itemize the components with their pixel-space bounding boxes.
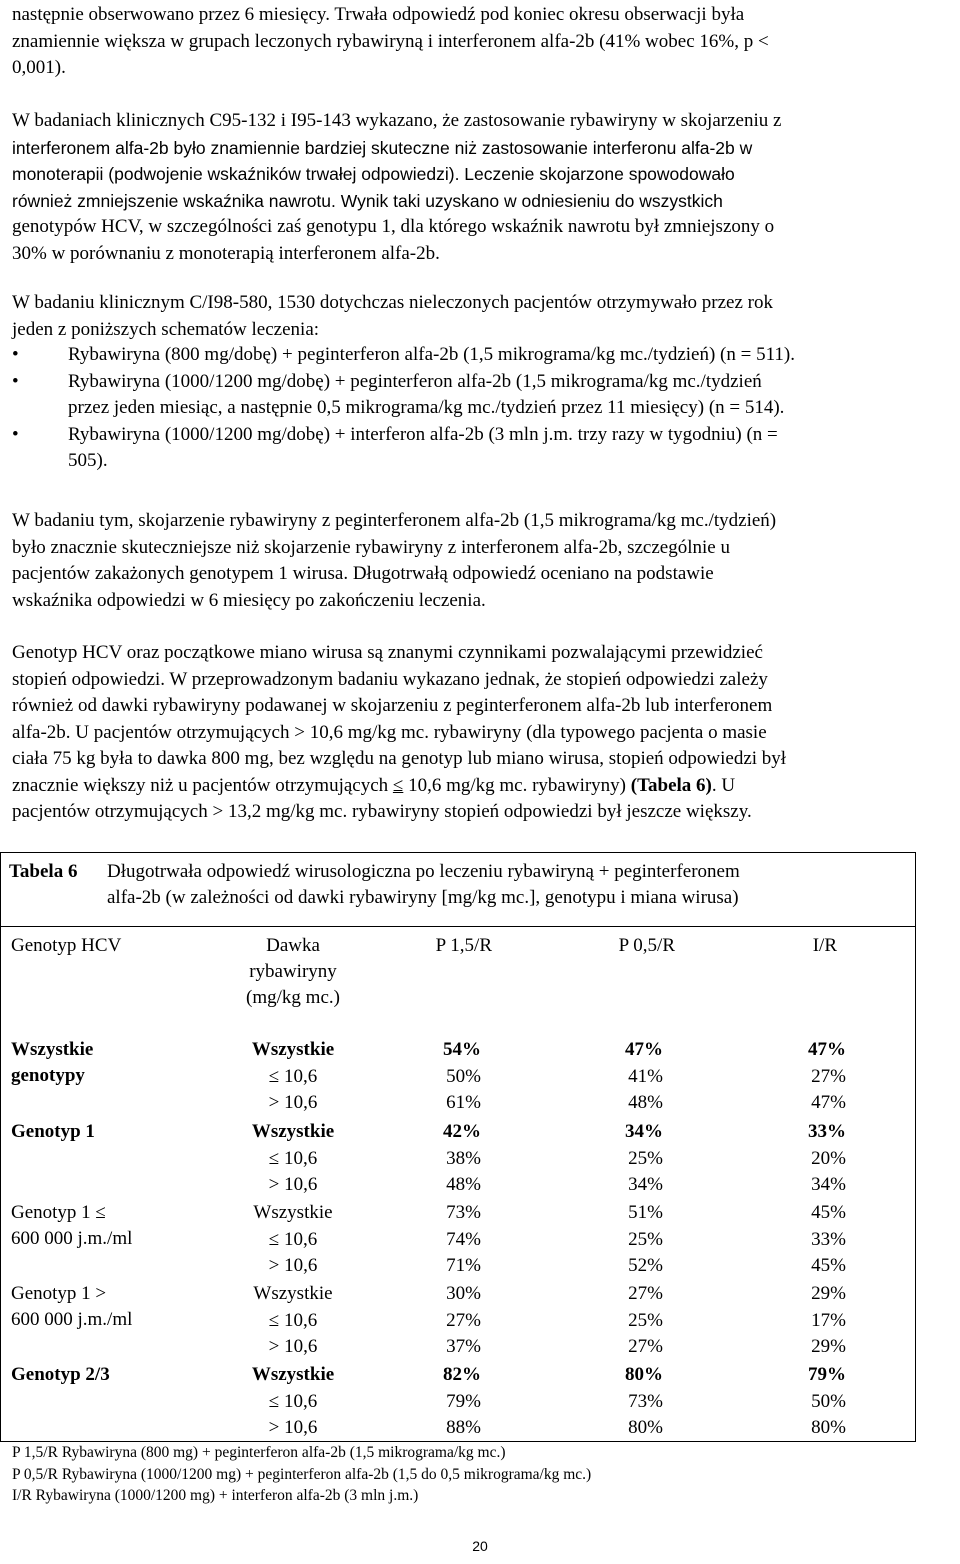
text-line: pacjentów otrzymujących > 13,2 mg/kg mc. rybawiryny stopień odpowiedzi był jeszcze większy. [12, 801, 752, 822]
ir-cell: 27% [811, 1065, 846, 1087]
dose-cell: > 10,6 [268, 1336, 318, 1358]
dose-cell: ≤ 10,6 [268, 1065, 318, 1087]
p05-cell: 80% [625, 1364, 663, 1385]
text-run: . U [711, 774, 736, 796]
ir-cell: 33% [811, 1228, 846, 1250]
text-line: wskaźnika odpowiedzi w 6 miesięcy po zakończeniu leczenia. [12, 589, 486, 611]
dose-cell: Wszystkie [253, 1202, 333, 1223]
ir-cell: 47% [811, 1092, 846, 1114]
footnote: P 1,5/R Rybawiryna (800 mg) + peginterferon alfa-2b (1,5 mikrograma/kg mc.) [12, 1444, 506, 1461]
genotype-label-line: Genotyp 1 > [11, 1283, 107, 1304]
table-reference: (Tabela 6) [630, 774, 712, 796]
text-line [12, 773, 952, 800]
list-item [12, 342, 952, 369]
p05-cell: 25% [628, 1309, 663, 1331]
header-dose-line: rybawiryny [249, 961, 337, 982]
text-line: stopień odpowiedzi. W przeprowadzonym badaniu wykazano jednak, że stopień odpowiedzi zależy [12, 668, 768, 690]
ir-cell: 33% [808, 1121, 846, 1142]
text-line: Genotyp HCV oraz początkowe miano wirusa są znanymi czynnikami pozwalającymi przewidzieć [12, 642, 763, 663]
dose-cell: Wszystkie [251, 1121, 335, 1142]
table-label: Tabela 6 [9, 861, 78, 882]
p15-cell: 27% [446, 1309, 481, 1331]
text-line: 30% w porównaniu z monoterapią interferonem alfa-2b. [12, 242, 440, 264]
less-equal-symbol: ≤ [392, 774, 404, 796]
p15-cell: 73% [446, 1202, 481, 1223]
table-footnotes [12, 1442, 591, 1507]
paragraph-4 [12, 508, 952, 614]
header-genotype: Genotyp HCV [11, 935, 122, 956]
ir-cell: 79% [808, 1364, 846, 1385]
text-line: jeden z poniższych schematów leczenia: [12, 318, 320, 340]
genotype-label [11, 1362, 110, 1388]
genotype-label-line: 600 000 j.m./ml [11, 1309, 133, 1330]
p05-cell: 25% [628, 1228, 663, 1250]
paragraph-1 [12, 2, 952, 82]
text-line: 505). [68, 450, 108, 471]
genotype-label [11, 1281, 132, 1333]
text-line: interferonem alfa-2b było znamiennie bardziej skuteczne niż zastosowanie interferonu alfa-2b w [12, 137, 753, 158]
ir-cell: 80% [811, 1417, 846, 1439]
p05-cell: 52% [628, 1255, 663, 1277]
text-line: Rybawiryna (800 mg/dobę) + peginterferon alfa-2b (1,5 mikrograma/kg mc./tydzień) (n = 511). [68, 344, 795, 365]
genotype-label [11, 1200, 132, 1252]
table-title-line: Długotrwała odpowiedź wirusologiczna po leczeniu rybawiryną + peginterferonem [107, 861, 740, 882]
dose-cell: > 10,6 [268, 1255, 318, 1277]
bullet-icon: • [12, 370, 19, 392]
ir-cell: 45% [811, 1255, 846, 1277]
p15-cell: 61% [446, 1092, 481, 1114]
dose-cell: ≤ 10,6 [268, 1228, 318, 1250]
text-line: było znacznie skuteczniejsze niż skojarzenie rybawiryny z interferonem alfa-2b, szczególnie u [12, 536, 730, 558]
text-line: Rybawiryna (1000/1200 mg/dobę) + peginterferon alfa-2b (1,5 mikrograma/kg mc./tydzień [68, 370, 762, 392]
genotype-label-line: 600 000 j.m./ml [11, 1228, 133, 1249]
dose-cell: Wszystkie [253, 1283, 333, 1304]
text-line: W badaniach klinicznych C95-132 i I95-143 wykazano, że zastosowanie rybawiryny w skojarzeniu z [12, 110, 782, 131]
p05-cell: 73% [628, 1390, 663, 1412]
p05-cell: 41% [628, 1065, 663, 1087]
p15-cell: 30% [446, 1283, 481, 1304]
genotype-label-line: genotypy [11, 1065, 85, 1086]
ir-cell: 20% [811, 1147, 846, 1169]
p15-cell: 37% [446, 1336, 481, 1358]
dose-cell: Wszystkie [251, 1039, 335, 1060]
p05-cell: 47% [625, 1039, 663, 1060]
p05-cell: 27% [628, 1283, 663, 1304]
p15-cell: 42% [443, 1121, 481, 1142]
paragraph-2 [12, 108, 952, 267]
genotype-label-line: Genotyp 2/3 [11, 1364, 110, 1385]
text-line: monoterapii (podwojenie wskaźników trwałej odpowiedzi). Leczenie skojarzone spowodowało [12, 164, 735, 184]
p15-cell: 71% [446, 1255, 481, 1277]
p05-cell: 48% [628, 1092, 663, 1114]
text-line: W badaniu tym, skojarzenie rybawiryny z peginterferonem alfa-2b (1,5 mikrograma/kg mc./tydzień) [12, 510, 777, 531]
table-title-line: alfa-2b (w zależności od dawki rybawiryny [mg/kg mc.], genotypu i miana wirusa) [107, 887, 739, 908]
text-run: 10,6 mg/kg mc. rybawiryny) [403, 774, 631, 796]
text-line: ciała 75 kg była to dawka 800 mg, bez względu na genotyp lub miano wirusa, stopień odpowiedzi był [12, 748, 787, 769]
text-run: znacznie większy niż u pacjentów otrzymujących [12, 774, 393, 796]
text-line: alfa-2b. U pacjentów otrzymujących > 10,6 mg/kg mc. rybawiryny (dla typowego pacjenta o masie [12, 721, 767, 743]
p15-cell: 79% [446, 1390, 481, 1412]
p05-cell: 25% [628, 1147, 663, 1169]
ir-cell: 34% [811, 1174, 846, 1196]
paragraph-3 [12, 290, 952, 343]
page-number: 20 [472, 1538, 488, 1554]
p15-cell: 82% [443, 1364, 481, 1385]
text-line: znamiennie większa w grupach leczonych rybawiryną i interferonem alfa-2b (41% wobec 16%, p < [12, 30, 769, 52]
header-dose-line: Dawka [266, 935, 320, 956]
bullet-list [12, 342, 952, 475]
ir-cell: 45% [811, 1202, 846, 1223]
dose-cell: ≤ 10,6 [268, 1390, 318, 1412]
footnote: I/R Rybawiryna (1000/1200 mg) + interferon alfa-2b (3 mln j.m.) [12, 1487, 419, 1504]
table-title [9, 859, 740, 911]
p15-cell: 88% [446, 1417, 481, 1439]
p15-cell: 74% [446, 1228, 481, 1250]
p05-cell: 34% [625, 1121, 663, 1142]
header-p05: P 0,5/R [618, 935, 675, 956]
dose-cell: Wszystkie [251, 1364, 335, 1385]
dose-cell: ≤ 10,6 [268, 1309, 318, 1331]
text-line: przez jeden miesiąc, a następnie 0,5 mikrograma/kg mc./tydzień przez 11 miesięcy) (n = 514). [68, 397, 785, 418]
ir-cell: 29% [811, 1336, 846, 1358]
p05-cell: 80% [628, 1417, 663, 1439]
dose-cell: ≤ 10,6 [268, 1147, 318, 1169]
header-dose-line: (mg/kg mc.) [246, 987, 340, 1008]
dose-cell: > 10,6 [268, 1174, 318, 1196]
header-dose [229, 933, 357, 1011]
genotype-label-line: Genotyp 1 ≤ [11, 1202, 106, 1223]
genotype-label-line: Genotyp 1 [11, 1121, 95, 1142]
genotype-label [11, 1119, 95, 1145]
p05-cell: 27% [628, 1336, 663, 1358]
p15-cell: 48% [446, 1174, 481, 1196]
paragraph-5 [12, 640, 952, 826]
dose-cell: > 10,6 [268, 1092, 318, 1114]
text-line: również od dawki rybawiryny podawanej w skojarzeniu z peginterferonem alfa-2b lub interferonem [12, 695, 773, 716]
text-line: Rybawiryna (1000/1200 mg/dobę) + interferon alfa-2b (3 mln j.m. trzy razy w tygodniu) (n = [68, 423, 778, 445]
text-line: pacjentów zakażonych genotypem 1 wirusa. Długotrwałą odpowiedź oceniano na podstawie [12, 563, 714, 584]
p15-cell: 54% [443, 1039, 481, 1060]
p05-cell: 51% [628, 1202, 663, 1223]
ir-cell: 29% [811, 1283, 846, 1304]
text-line: następnie obserwowano przez 6 miesięcy. Trwała odpowiedź pod koniec okresu obserwacji była [12, 4, 745, 25]
table-divider [1, 926, 915, 927]
genotype-label [11, 1037, 93, 1089]
genotype-label-line: Wszystkie [11, 1039, 94, 1060]
p05-cell: 34% [628, 1174, 663, 1196]
text-line: genotypów HCV, w szczególności zaś genotypu 1, dla którego wskaźnik nawrotu był zmniejszony o [12, 216, 775, 237]
ir-cell: 47% [808, 1039, 846, 1060]
ir-cell: 50% [811, 1390, 846, 1412]
text-line: W badaniu klinicznym C/I98-580, 1530 dotychczas nieleczonych pacjentów otrzymywało przez rok [12, 292, 773, 313]
bullet-icon: • [12, 423, 19, 445]
results-table [0, 852, 916, 1442]
bullet-icon: • [12, 344, 19, 365]
list-item [12, 422, 952, 475]
header-ir: I/R [812, 935, 837, 956]
text-line: również zmniejszenie wskaźnika nawrotu. Wynik taki uzyskano w odniesieniu do wszystkich [12, 190, 723, 211]
dose-cell: > 10,6 [268, 1417, 318, 1439]
header-p15: P 1,5/R [435, 935, 492, 956]
footnote: P 0,5/R Rybawiryna (1000/1200 mg) + peginterferon alfa-2b (1,5 do 0,5 mikrograma/kg mc.) [12, 1465, 592, 1483]
p15-cell: 38% [446, 1147, 481, 1169]
ir-cell: 17% [811, 1309, 846, 1331]
p15-cell: 50% [446, 1065, 481, 1087]
list-item [12, 369, 952, 422]
text-line: 0,001). [12, 57, 66, 78]
